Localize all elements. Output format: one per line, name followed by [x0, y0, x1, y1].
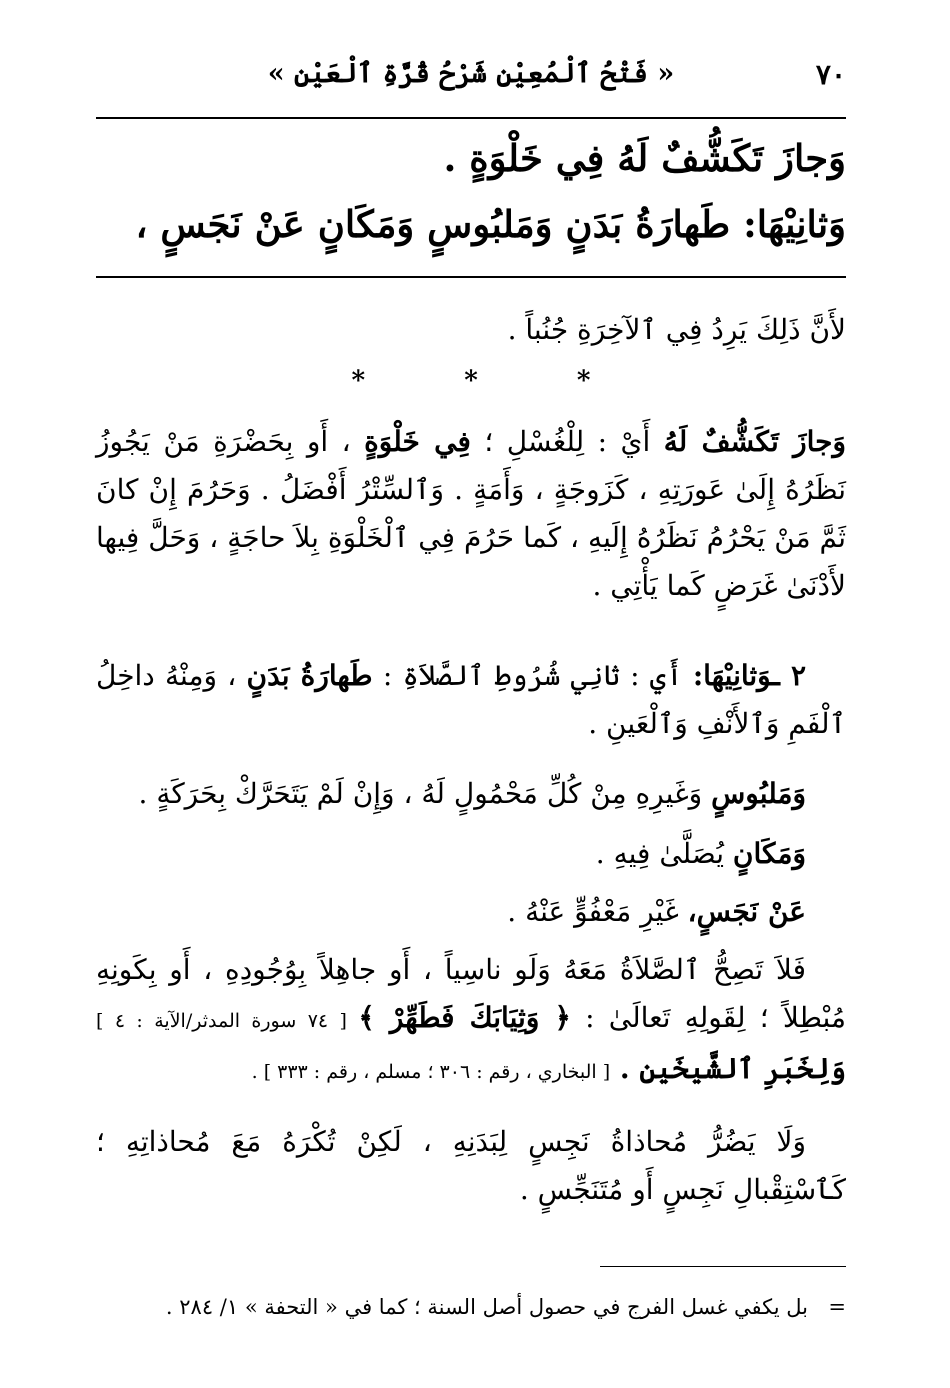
footnote-continuation-mark: =	[828, 1295, 846, 1319]
matn-quote: وَجازَ تَكَشُّفٌ لَهُ	[663, 425, 846, 458]
matn-line-1: وَجازَ تَكَشُّفٌ لَهُ فِي خَلْوَةٍ .	[443, 136, 846, 180]
commentary-paragraph-4	[96, 830, 846, 878]
page-number: ٧٠	[815, 58, 846, 91]
matn-quote: فِي خَلْوَةٍ	[364, 425, 471, 458]
commentary-paragraph-2	[96, 652, 846, 748]
commentary-text: أَي : ثانِي شُرُوطِ ٱلصَّلاَةِ :	[372, 659, 693, 692]
commentary-paragraph-6	[96, 946, 846, 1096]
hadith-mention: وَلِخَبَرِ ٱلشَّيخَينِ .	[610, 1052, 846, 1085]
matn-quote: وَمَلبُوسٍ	[711, 777, 806, 810]
commentary-text: فَلاَ تَصِحُّ ٱلصَّلاَةُ مَعَهُ وَلَو ناسِياً ، أَو جاهِلاً بِوُجُودِهِ ، أَو بِكَونِهِ مُبْطِلاً ؛ لِقَولِهِ تَعالَىٰ :	[96, 953, 847, 1034]
matn-quote: طَهارَةُ بَدَنٍ	[246, 659, 373, 692]
matn-separator-rule	[96, 276, 846, 278]
item-number: ٢ ـ	[771, 659, 806, 692]
hadith-reference: [ البخاري ، رقم : ٣٠٦ ؛ مسلم ، رقم : ٣٣٣ ] .	[251, 1061, 611, 1083]
running-title: « فَتْحُ ٱلْمُعِيْنِ شَرْحُ قُرَّةِ ٱلْعَيْنِ »	[267, 58, 675, 89]
commentary-text: ، أَو بِحَضْرَةِ مَنْ يَجُوزُ نَظَرُهُ إِلَىٰ عَورَتِهِ ، كَزَوجَةٍ ، وَأَمَةٍ . وَٱلسِّتْرُ أَفْضَلُ . وَحَرُمَ إِنْ كانَ ثَمَّ مَنْ يَحْرُمُ نَظَرُهُ إِلَيهِ ، كَما حَرُمَ فِي ٱلْخَلْوَةِ بِلاَ حاجَةٍ ، وَحَلَّ فِيها لأَدْنَىٰ غَرَضٍ كَما يَأْتِي .	[96, 425, 846, 602]
matn-quote: وَثانِيْهَا:	[692, 659, 772, 692]
footnote-text: بل يكفي غسل الفرج في حصول أصل السنة ؛ كما في « التحفة » ١/ ٢٨٤ .	[165, 1295, 808, 1319]
footnote-rule	[600, 1266, 846, 1267]
commentary-paragraph-1	[96, 418, 846, 610]
commentary-text: ، وَمِنْهُ داخِلُ ٱلْفَمِ وَٱلأَنْفِ وَٱلْعَينِ .	[96, 659, 846, 740]
commentary-text: يُصَلَّىٰ فِيهِ .	[595, 837, 733, 870]
commentary-text: غَيْرِ مَعْفُوٍّ عَنْهُ .	[507, 895, 688, 928]
commentary-paragraph-3	[96, 770, 846, 818]
commentary-paragraph-7: وَلَا يَضُرُّ مُحاذاةُ نَجِسٍ لِبَدَنِهِ ، لَكِنْ تُكْرَهُ مَعَ مُحاذاتِهِ ؛ كَٱسْتِقْبالِ نَجِسٍ أَو مُتَنَجِّسٍ .	[96, 1125, 846, 1206]
commentary-paragraph-5	[96, 888, 846, 936]
quran-verse: ﴿ وَثِيَابَكَ فَطَهِّرْ ﴾	[358, 1001, 571, 1034]
commentary-paragraph-0: لأَنَّ ذَلِكَ يَرِدُ فِي ٱلآخِرَةِ جُنُباً .	[507, 313, 846, 346]
matn-quote: وَمَكَانٍ	[732, 837, 806, 870]
matn-quote: عَنْ نَجَسٍ،	[687, 895, 806, 928]
commentary-text: وَغَيرِهِ مِنْ كُلِّ مَحْمُولٍ لَهُ ، وَإِنْ لَمْ يَتَحَرَّكْ بِحَرَكَةٍ .	[138, 777, 712, 810]
quran-reference: [ ٧٤ سورة المدثر/الآية : ٤ ]	[96, 1010, 359, 1032]
header-rule	[96, 117, 846, 119]
page-header	[96, 52, 846, 114]
commentary-text: أَيْ : لِلْغُسْلِ ؛	[470, 425, 664, 458]
section-divider-stars: * * *	[351, 366, 591, 396]
matn-line-2: وَثانِيْهَا: طَهارَةُ بَدَنٍ وَمَلبُوسٍ وَمَكَانٍ عَنْ نَجَسٍ ،	[135, 202, 846, 246]
